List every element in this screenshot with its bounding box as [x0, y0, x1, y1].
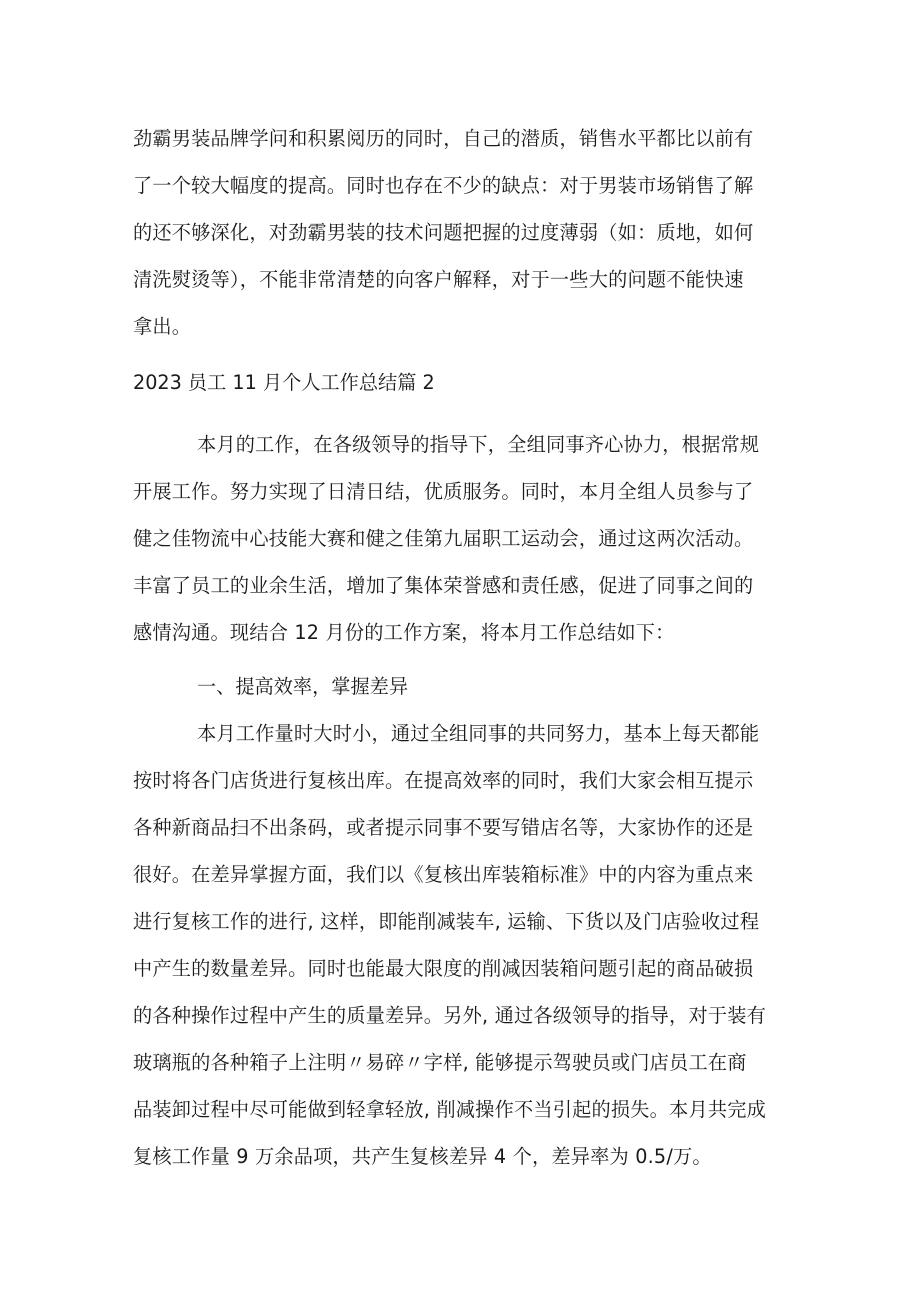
continued-paragraph — [133, 115, 793, 350]
paragraph-line: 拿出。 — [133, 315, 192, 338]
paragraph-line: 本月的工作，在各级领导的指导下，全组同事齐心协力，根据常规 — [197, 433, 760, 456]
paragraph-line: 各种新商品扫不出条码，或者提示同事不要写错店名等，大家协作的还是 — [133, 816, 754, 839]
paragraph-line: 的各种操作过程中产生的质量差异。另外, 通过各级领导的指导，对于装有 — [133, 1004, 766, 1027]
paragraph-line: 开展工作。努力实现了日清日结，优质服务。同时，本月全组人员参与了 — [133, 480, 754, 503]
body-paragraph — [133, 710, 793, 1180]
paragraph-line: 本月工作量时大时小，通过全组同事的共同努力，基本上每天都能 — [197, 722, 760, 745]
paragraph-line: 感情沟通。现结合 12 月份的工作方案，将本月工作总结如下： — [133, 621, 675, 644]
paragraph-line: 玻璃瓶的各种箱子上注明〃易碎〃字样, 能够提示驾驶员或门店员工在商 — [133, 1051, 747, 1074]
paragraph-line: 中产生的数量差异。同时也能最大限度的削减因装箱问题引起的商品破损 — [133, 957, 754, 980]
paragraph-line: 了一个较大幅度的提高。同时也存在不少的缺点：对于男装市场销售了解 — [133, 174, 754, 197]
paragraph-line: 复核工作量 9 万余品项，共产生复核差异 4 个，差异率为 0.5/万。 — [133, 1145, 712, 1168]
section-heading: 2023 员工 11 月个人工作总结篇 2 — [133, 371, 435, 394]
intro-paragraph — [133, 421, 793, 656]
subsection-heading: 一、提高效率，掌握差异 — [197, 675, 409, 698]
paragraph-line: 清洗熨烫等），不能非常清楚的向客户解释，对于一些大的问题不能快速 — [133, 268, 744, 291]
paragraph-line: 劲霸男装品牌学问和积累阅历的同时，自己的潜质，销售水平都比以前有 — [133, 127, 754, 150]
paragraph-line: 很好。在差异掌握方面，我们以《复核出库装箱标准》中的内容为重点来 — [133, 863, 754, 886]
paragraph-line: 进行复核工作的进行, 这样，即能削减装车, 运输、下货以及门店验收过程 — [133, 910, 760, 933]
paragraph-line: 健之佳物流中心技能大赛和健之佳第九届职工运动会，通过这两次活动。 — [133, 527, 754, 550]
paragraph-line: 按时将各门店货进行复核出库。在提高效率的同时，我们大家会相互提示 — [133, 769, 754, 792]
paragraph-line: 的还不够深化，对劲霸男装的技术问题把握的过度薄弱（如：质地，如何 — [133, 221, 754, 244]
paragraph-line: 丰富了员工的业余生活，增加了集体荣誉感和责任感，促进了同事之间的 — [133, 574, 754, 597]
paragraph-line: 品装卸过程中尽可能做到轻拿轻放, 削减操作不当引起的损失。本月共完成 — [133, 1098, 766, 1121]
